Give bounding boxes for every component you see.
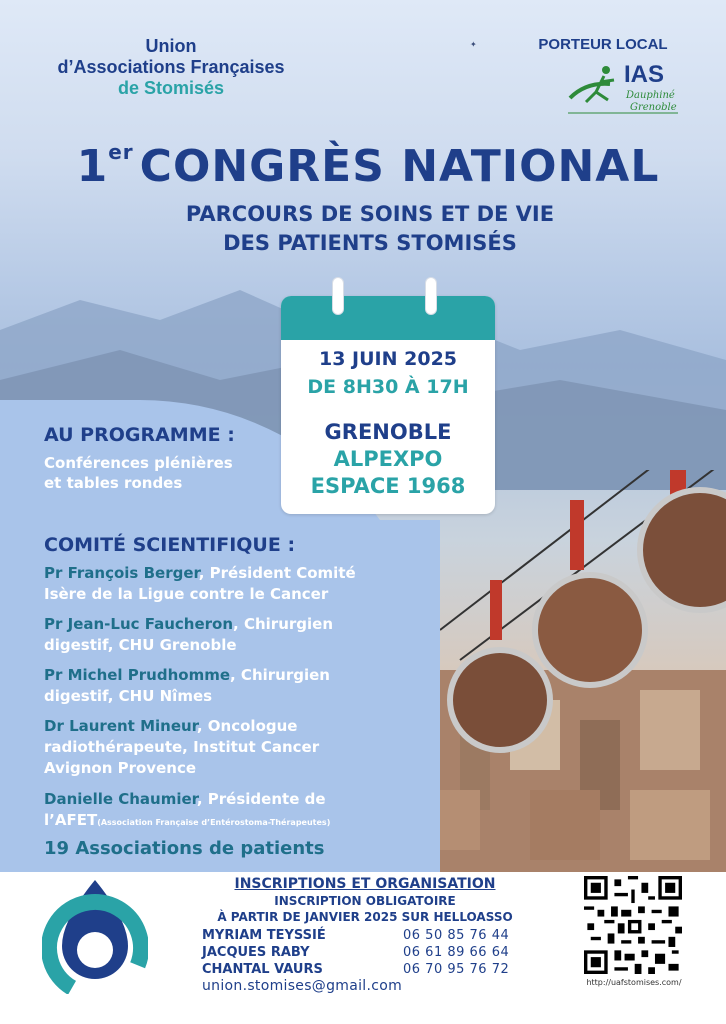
calendar-ring-left [333,278,343,314]
congress-subtitle [100,200,640,258]
event-city: GRENOBLE [324,420,452,444]
porteur-local-label: PORTEUR LOCAL [538,36,668,53]
member-name: Pr François Berger [44,564,199,582]
programme-line-2: et tables rondes [44,474,183,492]
member-role-cont: digestif, CHU Nîmes [44,687,213,705]
member-role-cont: l’AFET [44,811,98,829]
contact-name: JACQUES RABY [202,945,310,960]
member-name: Danielle Chaumier [44,790,197,808]
subtitle-line-1: PARCOURS DE SOINS ET DE VIE [185,202,555,226]
ias-runner-icon [566,58,680,114]
member-role-cont-2: Avignon Provence [44,759,197,777]
programme-line-1: Conférences plénières [44,454,233,472]
drop-logo-icon [42,876,148,994]
programme-text [44,453,284,493]
calendar-header [281,296,495,340]
title-number: 1 [76,141,109,192]
org-line-1: Union [145,36,197,56]
event-venue-2: ESPACE 1968 [310,474,466,498]
member-role: , Oncologue [196,717,298,735]
associations-count: 19 Associations de patients [44,838,325,859]
contact-phone[interactable]: 06 61 89 66 64 [403,945,510,960]
contact-name: MYRIAM TEYSSIÉ [202,928,326,943]
contact-phone[interactable]: 06 70 95 76 72 [403,962,510,977]
comite-member [44,563,424,605]
contact-email-link[interactable]: union.stomises@gmail.com [202,978,403,994]
member-name: Pr Michel Prudhomme [44,666,231,684]
comite-member [44,716,424,779]
member-role: , Présidente de [196,790,326,808]
event-venue-1: ALPEXPO [333,447,443,471]
ias-sub-1: Dauphiné [626,90,675,101]
member-role-cont: radiothérapeute, Institut Cancer [44,738,320,756]
org-line-3: de Stomisés [117,78,225,98]
programme-heading: AU PROGRAMME : [44,424,235,446]
congress-title [48,140,688,192]
footer-sub-2: À PARTIR DE JANVIER 2025 SUR HELLOASSO [217,910,513,924]
ias-name: IAS [624,61,665,88]
comite-heading: COMITÉ SCIENTIFIQUE : [44,534,296,556]
organization-name [40,36,302,99]
event-date: 13 JUIN 2025 [318,348,458,370]
contact-phone[interactable]: 06 50 85 76 44 [403,928,510,943]
member-role-cont: digestif, CHU Grenoble [44,636,237,654]
calendar-icon [281,296,495,514]
member-name: Pr Jean-Luc Faucheron [44,615,234,633]
event-time: DE 8H30 À 17H [307,376,469,398]
member-role-note: (Association Française d’Entérostoma-Thérapeutes) [97,818,331,827]
member-role-cont: Isère de la Ligue contre le Cancer [44,585,329,603]
title-main: CONGRÈS NATIONAL [139,141,660,192]
member-role: , Chirurgien [233,615,334,633]
member-role: , Président Comité [198,564,356,582]
contact-name: CHANTAL VAURS [202,962,323,977]
qr-code-icon[interactable] [584,876,682,974]
subtitle-line-2: DES PATIENTS STOMISÉS [223,231,517,255]
footer-sub-1: INSCRIPTION OBLIGATOIRE [274,894,456,908]
qr-url-link[interactable]: http://uafstomises.com/ [586,978,682,987]
member-role: , Chirurgien [230,666,330,684]
calendar-ring-right [426,278,436,314]
comite-member [44,614,424,656]
ias-sub-2: Grenoble [630,102,677,113]
star-icon: ✦ [470,40,477,49]
title-suffix: er [108,140,134,164]
comite-member [44,665,424,707]
member-name: Dr Laurent Mineur [44,717,197,735]
org-line-2: d’Associations Françaises [57,57,285,77]
comite-member [44,789,424,833]
footer-title: INSCRIPTIONS ET ORGANISATION [234,876,496,892]
